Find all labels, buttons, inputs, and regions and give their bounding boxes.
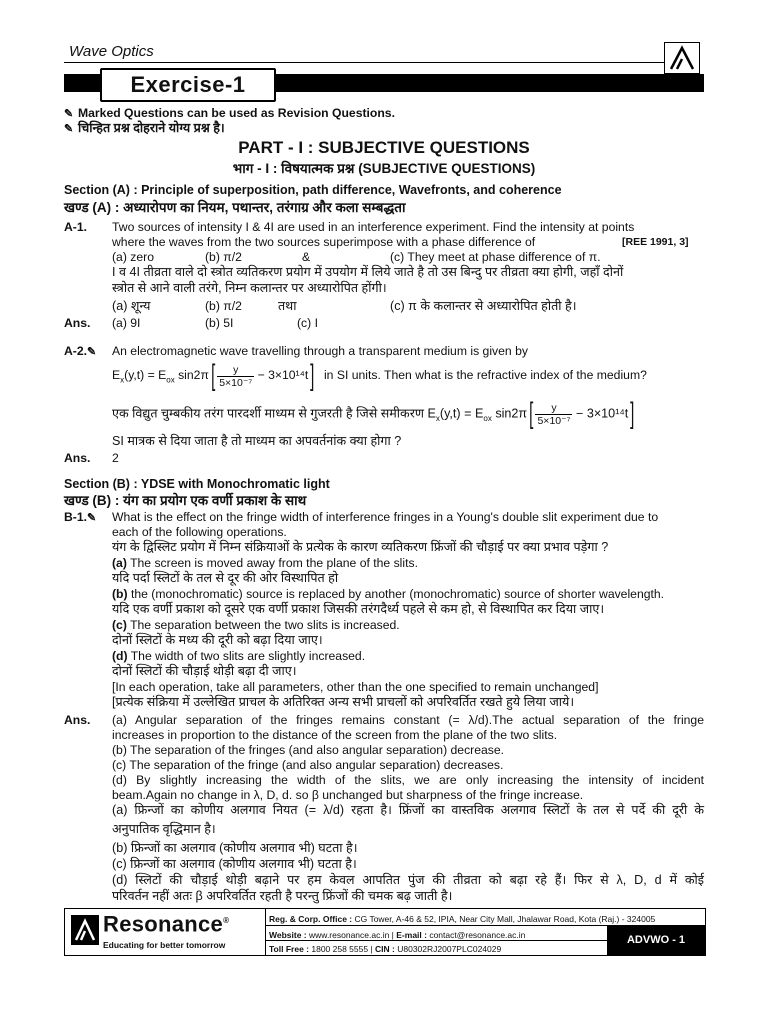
a1-answer-b: (b) 5I	[205, 316, 234, 330]
footer-tollfree: Toll Free : 1800 258 5555 | CIN : U80302RJ2007PLC024029	[269, 944, 502, 954]
marker-icon: ✎	[64, 108, 74, 120]
a1-option-and: &	[302, 250, 311, 264]
part-title: PART - I : SUBJECTIVE QUESTIONS	[238, 138, 530, 157]
page-code: ADVWO - 1	[607, 925, 705, 955]
marked-note: ✎ Marked Questions can be used as Revision Questions.	[64, 106, 395, 120]
subject-title: Wave Optics	[69, 43, 154, 60]
b1-op-b-hindi: यदि एक वर्णी प्रकाश को दूसरे एक वर्णी प्रकाश जिसकी तरंगदैर्ध्य पहले से कम हो, से विस्थापित कर दिया जाए।	[112, 602, 605, 616]
b1-note: [In each operation, take all parameters, other than the one specified to remain unchanged]	[112, 680, 599, 694]
a1-hindi-option-b: (b) π/2	[205, 299, 242, 313]
marker-icon: ✎	[87, 346, 97, 358]
a1-option-b: (b) π/2	[205, 250, 242, 264]
b1-text-2: each of the following operations.	[112, 525, 287, 539]
header-rule	[64, 62, 664, 63]
b1-hindi-1: यंग के द्विस्लिट प्रयोग में निम्न संक्रियाओं के प्रत्येक के कारण व्यतिकरण फ्रिंजों की चौड़ाई पर क्या प्रभाव पड़ेगा ?	[112, 540, 609, 554]
b1-answer-hindi-2: अनुपातिक वृद्धिमान है।	[112, 822, 216, 836]
footer-rule	[265, 940, 607, 941]
b1-op-a-hindi: यदि पर्दा स्लिटों के तल से दूर की ओर विस्थापित हो	[112, 571, 339, 585]
a1-answer-label: Ans.	[64, 316, 91, 330]
question-label-a2: A-2.✎	[64, 344, 101, 360]
b1-op-d-hindi: दोनों स्लिटों की चौड़ाई थोड़ी बढ़ा दी जाए।	[112, 664, 297, 678]
b1-answer-1: (a) Angular separation of the fringes remains constant (= λ/d).The actual separation of the fringe	[112, 713, 704, 727]
b1-op-a: (a) The screen is moved away from the plane of the slits.	[112, 556, 418, 570]
a1-hindi-option-a: (a) शून्य	[112, 299, 151, 313]
b1-answer-hindi-5: (d) स्लिटों की चौड़ाई थोड़ी बढ़ाने पर हम केवल आपतित पुंज की तीव्रता को बढ़ा रहे हैं। फिर से λ, D, d में कोई	[112, 873, 704, 887]
b1-answer-label: Ans.	[64, 713, 91, 727]
b1-op-d: (d) The width of two slits are slightly increased.	[112, 649, 366, 663]
b1-answer-hindi-6: परिवर्तन नहीं अतः β अपरिवर्तित रहती है परन्तु फ्रिंजों की चमक बढ़ जाती है।	[112, 889, 453, 903]
footer-tagline: Educating for better tomorrow	[103, 940, 226, 950]
b1-answer-3: (b) The separation of the fringes (and also angular separation) decrease.	[112, 743, 505, 757]
b1-answer-2: increases in proportion to the distance of the screen from the plane of the two slits.	[112, 728, 558, 742]
a2-hindi-2: SI मात्रक से दिया जाता है तो माध्यम का अपवर्तनांक क्या होगा ?	[112, 434, 402, 448]
a1-answer-c: (c) I	[297, 316, 318, 330]
b1-op-c-hindi: दोनों स्लिटों के मध्य की दूरी को बढ़ा दिया जाए।	[112, 633, 323, 647]
exercise-title: Exercise-1	[100, 68, 276, 102]
resonance-logo-icon	[664, 42, 700, 74]
b1-answer-4: (c) The separation of the fringe (and also angular separation) decreases.	[112, 758, 504, 772]
a1-hindi-1: I व 4I तीव्रता वाले दो स्त्रोत व्यतिकरण प्रयोग में उपयोग में लिये जाते है तो उस बिन्दु पर तीव्रता क्या होगी, जहाँ दोनों	[112, 265, 624, 279]
marker-icon: ✎	[87, 512, 97, 524]
question-label-b1: B-1.✎	[64, 510, 101, 526]
footer-office: Reg. & Corp. Office : CG Tower, A-46 & 52, IPIA, Near City Mall, Jhalawar Road, Kota (Raj.) - 324005	[269, 914, 656, 924]
part-subtitle: भाग - I : विषयात्मक प्रश्न (SUBJECTIVE QUESTIONS)	[232, 161, 536, 176]
a2-text-1: An electromagnetic wave travelling through a transparent medium is given by	[112, 344, 528, 358]
b1-answer-hindi-1: (a) फ्रिन्जों का कोणीय अलगाव नियत (= λ/d) रहता है। फ्रिंजों का वास्तविक अलगाव स्लिटों के तल से पर्दे की दूरी के	[112, 803, 704, 817]
a1-option-c: (c) They meet at phase difference of π.	[390, 250, 601, 264]
question-label-a1: A-1.	[64, 220, 88, 234]
a1-text-2: where the waves from the two sources superimpose with a phase difference of	[112, 235, 536, 249]
resonance-mark-icon	[71, 915, 99, 945]
b1-answer-6: beam.Again no change in λ, D, d. so β unchanged but sharpness of the fringe increase.	[112, 788, 584, 802]
a2-answer-label: Ans.	[64, 451, 91, 465]
a1-answer-a: (a) 9I	[112, 316, 141, 330]
footer-brand: Resonance®	[103, 911, 230, 937]
b1-answer-5: (d) By slightly increasing the width of the slits, we are only increasing the intensity of incident	[112, 773, 704, 787]
marker-icon: ✎	[64, 123, 74, 135]
b1-answer-hindi-3: (b) फ्रिन्जों का अलगाव (कोणीय अलगाव भी) घटता है।	[112, 841, 358, 855]
a1-hindi-2: स्त्रोत से आने वाली तरंगे, निम्न कलान्तर पर अध्यारोपित होंगी।	[112, 281, 387, 295]
b1-note-hindi: [प्रत्येक संक्रिया में उल्लेखित प्राचल के अतिरिक्त अन्य सभी प्राचलों को अपरिवर्तित रखते हुये लिया जाये।	[112, 695, 575, 709]
marked-note-hindi: ✎ चिन्हित प्रश्न दोहराने योग्य प्रश्न है।	[64, 121, 225, 135]
b1-answer-hindi-4: (c) फ्रिन्जों का अलगाव (कोणीय अलगाव भी) घटता है।	[112, 857, 357, 871]
a2-hindi-1: एक विद्युत चुम्बकीय तरंग पारदर्शी माध्यम से गुजरती है जिसे समीकरण $E_x(y,t) = E_{ox}$ sin2π[ $\frac{y}{\text{5×10⁻⁷}}$ − 3×10¹⁴t]	[112, 397, 635, 430]
section-a-title-hindi: खण्ड (A) : अध्यारोपण का नियम, पथान्तर, तरंगाग्र और कला सम्बद्धता	[64, 200, 406, 215]
b1-op-c: (c) The separation between the two slits is increased.	[112, 618, 400, 632]
footer-website: Website : www.resonance.ac.in | E-mail : contact@resonance.ac.in	[269, 930, 526, 940]
a2-answer: 2	[112, 451, 119, 465]
a1-hindi-option-and: तथा	[278, 299, 297, 313]
a1-reference: [REE 1991, 3]	[622, 236, 689, 248]
section-b-title-hindi: खण्ड (B) : यंग का प्रयोग एक वर्णी प्रकाश के साथ	[64, 493, 307, 508]
a1-text-1: Two sources of intensity I & 4I are used in an interference experiment. Find the intensity at points	[112, 220, 635, 234]
b1-text-1: What is the effect on the fringe width of interference fringes in a Young's double slit experiment due to	[112, 510, 659, 524]
a1-hindi-option-c: (c) π के कलान्तर से अध्यारोपित होती है।	[390, 299, 577, 313]
a2-equation: $E_x(y,t) = E_{ox}$ sin2π[ $\frac{y}{\text{5×10⁻⁷}}$ − 3×10¹⁴t] in SI units. Then what is the refractive index of the medium?	[112, 359, 647, 392]
b1-op-b: (b) the (monochromatic) source is replaced by another (monochromatic) source of shorter wavelength.	[112, 587, 665, 601]
a1-option-a: (a) zero	[112, 250, 154, 264]
page-footer	[64, 908, 706, 956]
section-b-title: Section (B) : YDSE with Monochromatic light	[64, 477, 330, 491]
footer-brand-area	[65, 909, 266, 955]
section-a-title: Section (A) : Principle of superposition, path difference, Wavefronts, and coherence	[64, 183, 562, 197]
